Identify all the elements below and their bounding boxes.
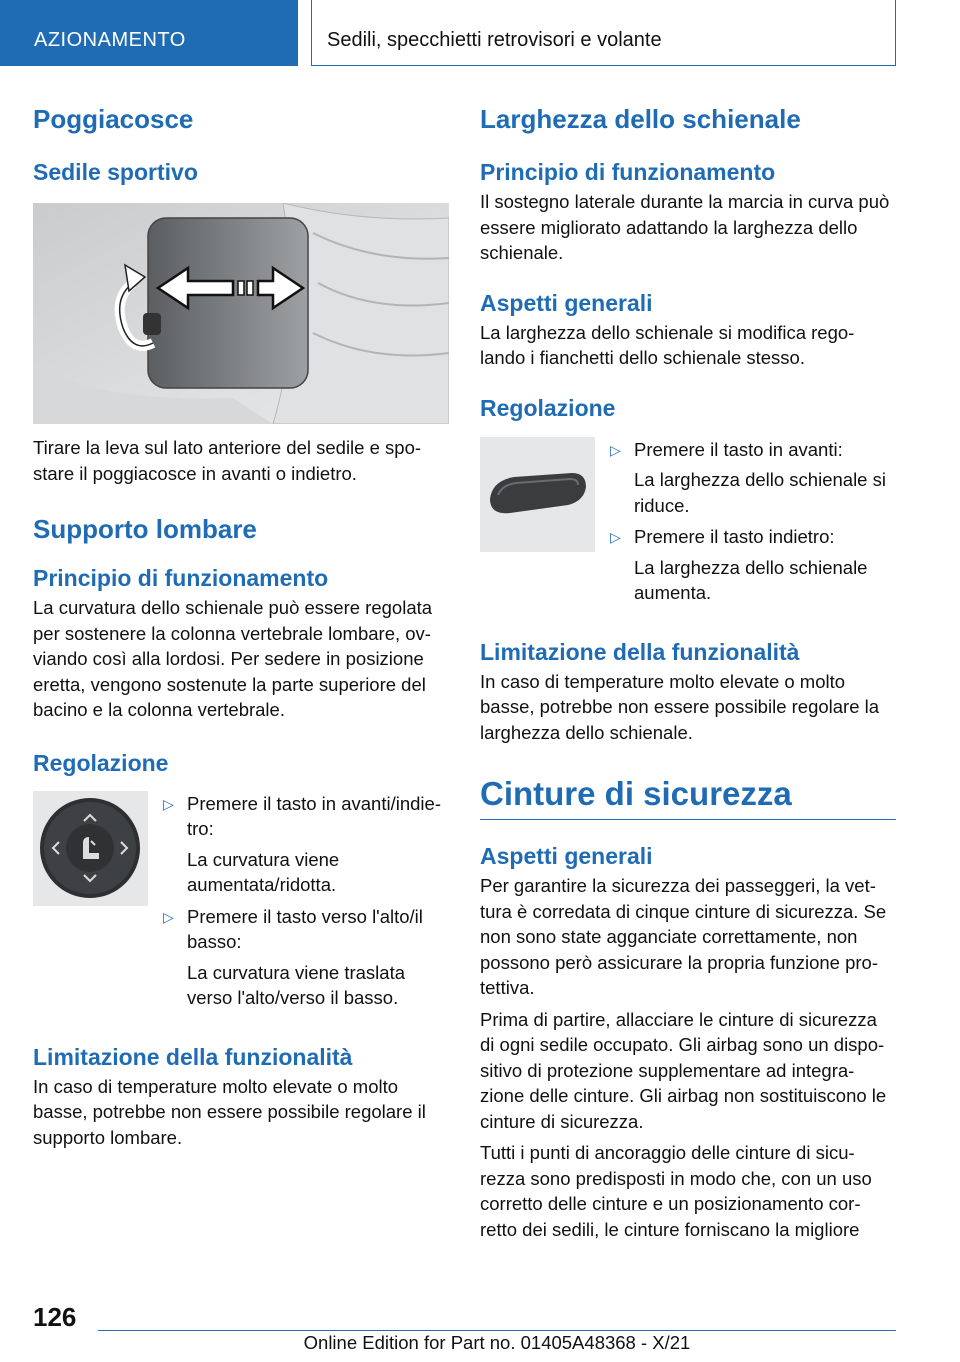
footer-divider (98, 1330, 896, 1331)
cinture-paragraph: Tutti i punti di ancoraggio delle cinture di sicu-rezza sono predisposti in modo che, con un uso corretto delle cinture e un posizionamento cor-retto dei sedili, le cinture forniscano la migliore (480, 1142, 872, 1240)
triangle-bullet-icon: ▷ (610, 529, 621, 545)
lumbar-four-way-control-image (33, 791, 148, 906)
principio-larghezza-text: Il sostegno laterale durante la marcia in curva può essere migliorato adattando la larghezza dello schienale. (480, 191, 890, 263)
section-tab: AZIONAMENTO (0, 0, 298, 66)
aspetti-larghezza-text: La larghezza dello schienale si modifica rego-lando i fianchetti dello schienale stesso. (480, 321, 855, 368)
heading-cinture-sicurezza: Cinture di sicurezza (480, 775, 792, 812)
bullet-desc: La larghezza dello schienale si riduce. (634, 469, 886, 516)
principio-lombare-text: La curvatura dello schienale può essere regolata per sostenere la colonna vertebrale lombare, ov-viando così alla lordosi. Per sedere in posizione eretta, vengono sostenute la parte superiore del bacino e la colonna vertebrale. (33, 597, 433, 720)
width-adjust-block (480, 437, 896, 606)
cinture-paragraph: Per garantire la sicurezza dei passeggeri, la vet-tura è corredata di cinque cinture di sicurezza. Se non sono state agganciate correttamente, non possono però assicurare la propria funzione pro-tettiva. (480, 875, 887, 998)
subheading-principio-lombare: Principio di funzionamento (33, 565, 329, 591)
section-divider (480, 819, 896, 820)
list-item (610, 437, 896, 463)
limitazione-lombare-text: In caso di temperature molto elevate o molto basse, potrebbe non essere possibile regolare il supporto lombare. (33, 1075, 426, 1148)
left-column (33, 100, 449, 1150)
bullet-label: Premere il tasto indietro: (634, 526, 835, 547)
heading-poggiacosce: Poggiacosce (33, 104, 194, 134)
bullet-label: Premere il tasto verso l'alto/il basso: (187, 905, 423, 952)
subheading-aspetti-larghezza: Aspetti generali (480, 289, 653, 316)
bullet-desc: La larghezza dello schienale aumenta. (634, 556, 868, 603)
cinture-paragraph: Prima di partire, allacciare le cinture di sicurezza di ogni sedile occupato. Gli airbag sono un dispo-sitivo di protezione supplementare ad integra-zione delle cinture. Gli airbag non sostituiscono le cinture di sicurezza. (480, 1008, 887, 1132)
subheading-sedile-sportivo: Sedile sportivo (33, 159, 198, 185)
list-item (163, 791, 449, 842)
footer-edition: Online Edition for Part no. 01405A48368 - X/21 (303, 1332, 691, 1353)
chapter-title: Sedili, specchietti retrovisori e volante (311, 0, 896, 66)
poggiacosce-text: Tirare la leva sul lato anteriore del sedile e spo-stare il poggiacosce in avanti o indietro. (33, 437, 422, 484)
bullet-desc: La curvatura viene aumentata/ridotta. (187, 848, 340, 895)
subheading-regolazione-lombare: Regolazione (33, 749, 169, 776)
subheading-aspetti-cinture: Aspetti generali (480, 843, 653, 869)
list-item (610, 524, 896, 550)
thigh-support-lever-image (33, 203, 449, 424)
subheading-principio-larghezza: Principio di funzionamento (480, 159, 776, 185)
triangle-bullet-icon: ▷ (610, 441, 621, 458)
page-header (0, 0, 960, 66)
backrest-width-button-image (480, 437, 595, 552)
lumbar-bullet-list (163, 791, 449, 1011)
width-bullet-list (610, 437, 896, 606)
list-item (163, 904, 449, 955)
bullet-desc: La curvatura viene traslata verso l'alto/verso il basso. (187, 961, 406, 1008)
heading-supporto-lombare: Supporto lombare (33, 514, 257, 544)
bullet-label: Premere il tasto in avanti/indie-tro: (187, 792, 441, 839)
triangle-bullet-icon: ▷ (163, 795, 174, 812)
limitazione-larghezza-text: In caso di temperature molto elevate o molto basse, potrebbe non essere possibile regolare la larghezza dello schienale. (480, 670, 880, 743)
lumbar-adjust-block (33, 791, 449, 1011)
subheading-regolazione-larghezza: Regolazione (480, 394, 616, 421)
right-column (480, 100, 896, 1242)
heading-larghezza-schienale: Larghezza dello schienale (480, 104, 801, 134)
triangle-bullet-icon: ▷ (163, 908, 174, 925)
subheading-limitazione-larghezza: Limitazione della funzionalità (480, 638, 800, 665)
page-number: 126 (33, 1302, 77, 1332)
subheading-limitazione-lombare: Limitazione della funzionalità (33, 1043, 353, 1070)
bullet-label: Premere il tasto in avanti: (634, 438, 843, 460)
